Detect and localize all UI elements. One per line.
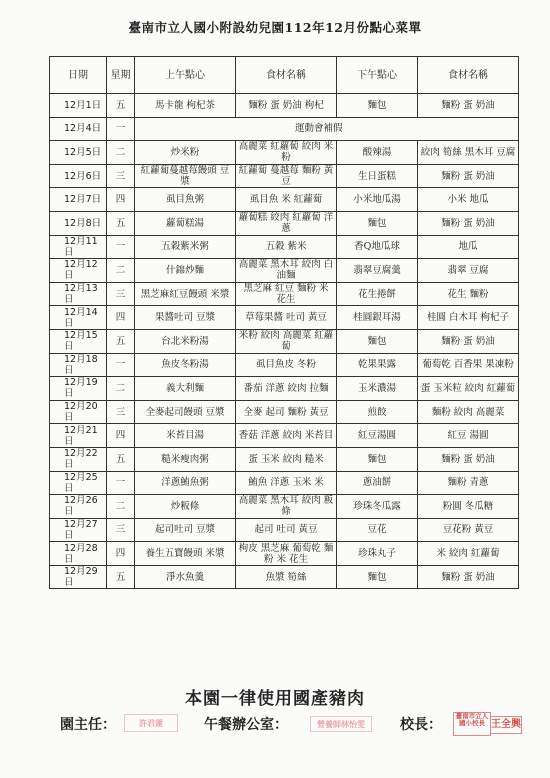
column-header-weekday: 星期 <box>107 57 135 94</box>
weekday-cell: 三 <box>107 400 135 424</box>
weekday-cell: 四 <box>107 306 135 330</box>
morning-ingredients-cell: 紅蘿蔔 蔓越莓 麵粉 黃豆 <box>236 164 337 188</box>
menu-row <box>50 117 519 141</box>
date-cell: 12月8日 <box>50 211 107 235</box>
date-cell: 12月21日 <box>50 424 107 448</box>
menu-row <box>50 542 519 566</box>
weekday-cell: 二 <box>107 377 135 401</box>
date-cell: 12月18日 <box>50 353 107 377</box>
column-header-date: 日期 <box>50 57 107 94</box>
weekday-cell: 三 <box>107 164 135 188</box>
date-cell: 12月5日 <box>50 141 107 165</box>
morning-snack-cell: 果醬吐司 豆漿 <box>135 306 236 330</box>
morning-ingredients-cell: 高麗菜 黑木耳 絞肉 白油麵 <box>236 259 337 283</box>
date-cell: 12月28日 <box>50 542 107 566</box>
afternoon-ingredients-cell: 紅豆 湯圓 <box>418 424 519 448</box>
date-cell: 12月29日 <box>50 565 107 589</box>
morning-snack-cell: 全麥起司饅頭 豆漿 <box>135 400 236 424</box>
menu-row <box>50 518 519 542</box>
weekday-cell: 三 <box>107 282 135 306</box>
afternoon-snack-cell: 香Q地瓜球 <box>337 235 418 259</box>
snack-menu-table <box>49 56 519 589</box>
weekday-cell: 五 <box>107 447 135 471</box>
morning-snack-cell: 五穀紫米粥 <box>135 235 236 259</box>
morning-ingredients-cell: 麵粉 蛋 奶油 枸杞 <box>236 94 337 118</box>
afternoon-ingredients-cell: 麵粉 蛋 奶油 <box>418 164 519 188</box>
date-cell: 12月1日 <box>50 94 107 118</box>
menu-row <box>50 306 519 330</box>
morning-snack-cell: 黑芝麻紅豆饅頭 米漿 <box>135 282 236 306</box>
afternoon-snack-cell: 生日蛋糕 <box>337 164 418 188</box>
date-cell: 12月27日 <box>50 518 107 542</box>
menu-row <box>50 471 519 495</box>
signature-row <box>60 714 520 738</box>
menu-row <box>50 188 519 212</box>
menu-row <box>50 141 519 165</box>
principal-signature-label: 校長： <box>400 717 442 733</box>
date-cell: 12月26日 <box>50 495 107 519</box>
afternoon-ingredients-cell: 麵粉 青蔥 <box>418 471 519 495</box>
morning-ingredients-cell: 五穀 紫米 <box>236 235 337 259</box>
morning-snack-cell: 起司吐司 豆漿 <box>135 518 236 542</box>
weekday-cell: 二 <box>107 141 135 165</box>
menu-row <box>50 235 519 259</box>
menu-row <box>50 211 519 235</box>
morning-snack-cell: 米苔目湯 <box>135 424 236 448</box>
afternoon-snack-cell: 煎餃 <box>337 400 418 424</box>
weekday-cell: 一 <box>107 117 135 141</box>
afternoon-snack-cell: 麵包 <box>337 211 418 235</box>
morning-snack-cell: 虱目魚粥 <box>135 188 236 212</box>
afternoon-ingredients-cell: 翡翠 豆腐 <box>418 259 519 283</box>
afternoon-snack-cell: 花生捲餅 <box>337 282 418 306</box>
morning-snack-cell: 蘿蔔糕湯 <box>135 211 236 235</box>
afternoon-ingredients-cell: 絞肉 筍絲 黑木耳 豆腐 <box>418 141 519 165</box>
morning-snack-cell: 什錦炒麵 <box>135 259 236 283</box>
date-cell: 12月13日 <box>50 282 107 306</box>
date-cell: 12月6日 <box>50 164 107 188</box>
date-cell: 12月12日 <box>50 259 107 283</box>
afternoon-snack-cell: 麵包 <box>337 94 418 118</box>
menu-row <box>50 282 519 306</box>
weekday-cell: 四 <box>107 542 135 566</box>
weekday-cell: 五 <box>107 94 135 118</box>
morning-ingredients-cell: 全麥 起司 麵粉 黃豆 <box>236 400 337 424</box>
morning-ingredients-cell: 起司 吐司 黃豆 <box>236 518 337 542</box>
date-cell: 12月19日 <box>50 377 107 401</box>
morning-snack-cell: 魚皮冬粉湯 <box>135 353 236 377</box>
menu-row <box>50 400 519 424</box>
menu-row <box>50 329 519 353</box>
afternoon-ingredients-cell: 豆花粉 黃豆 <box>418 518 519 542</box>
morning-ingredients-cell: 高麗菜 黑木耳 絞肉 粄條 <box>236 495 337 519</box>
weekday-cell: 五 <box>107 211 135 235</box>
afternoon-snack-cell: 桂圓銀耳湯 <box>337 306 418 330</box>
menu-row <box>50 377 519 401</box>
afternoon-ingredients-cell: 麵粉 蛋 奶油 <box>418 447 519 471</box>
morning-ingredients-cell: 米粉 絞肉 高麗菜 紅蘿蔔 <box>236 329 337 353</box>
morning-snack-cell: 馬卡龍 枸杞茶 <box>135 94 236 118</box>
afternoon-ingredients-cell: 麵粉 蛋 奶油 <box>418 94 519 118</box>
afternoon-snack-cell: 酸辣湯 <box>337 141 418 165</box>
morning-ingredients-cell: 鮪魚 洋蔥 玉米 米 <box>236 471 337 495</box>
menu-row <box>50 94 519 118</box>
afternoon-snack-cell: 麵包 <box>337 447 418 471</box>
afternoon-ingredients-cell: 麵粉 蛋 奶油 <box>418 329 519 353</box>
weekday-cell: 四 <box>107 424 135 448</box>
afternoon-snack-cell: 玉米濃湯 <box>337 377 418 401</box>
weekday-cell: 二 <box>107 259 135 283</box>
afternoon-snack-cell: 蔥油餅 <box>337 471 418 495</box>
principal-name-seal: 王全興 <box>490 716 522 734</box>
table-header-row <box>50 57 519 94</box>
afternoon-ingredients-cell: 花生 麵粉 <box>418 282 519 306</box>
morning-snack-cell: 紅蘿蔔蔓越莓饅頭 豆漿 <box>135 164 236 188</box>
afternoon-ingredients-cell: 葡萄乾 百香果 果凍粉 <box>418 353 519 377</box>
afternoon-ingredients-cell: 麵粉 蛋 奶油 <box>418 565 519 589</box>
morning-ingredients-cell: 魚漿 筍絲 <box>236 565 337 589</box>
menu-row <box>50 424 519 448</box>
morning-ingredients-cell: 番茄 洋蔥 絞肉 拉麵 <box>236 377 337 401</box>
morning-snack-cell: 炒米粉 <box>135 141 236 165</box>
kitchen-office-signature-label: 午餐辦公室： <box>204 717 288 733</box>
afternoon-snack-cell: 豆花 <box>337 518 418 542</box>
morning-snack-cell: 義大利麵 <box>135 377 236 401</box>
afternoon-ingredients-cell: 麵粉 蛋 奶油 <box>418 211 519 235</box>
date-cell: 12月7日 <box>50 188 107 212</box>
weekday-cell: 一 <box>107 353 135 377</box>
afternoon-snack-cell: 紅豆湯圓 <box>337 424 418 448</box>
afternoon-ingredients-cell: 小米 地瓜 <box>418 188 519 212</box>
afternoon-ingredients-cell: 地瓜 <box>418 235 519 259</box>
morning-snack-cell: 糙米瘦肉粥 <box>135 447 236 471</box>
afternoon-ingredients-cell: 米 絞肉 紅蘿蔔 <box>418 542 519 566</box>
date-cell: 12月15日 <box>50 329 107 353</box>
morning-ingredients-cell: 黑芝麻 紅豆 麵粉 米 花生 <box>236 282 337 306</box>
date-cell: 12月14日 <box>50 306 107 330</box>
note-cell: 運動會補假 <box>135 117 519 141</box>
morning-ingredients-cell: 虱目魚皮 冬粉 <box>236 353 337 377</box>
menu-row <box>50 495 519 519</box>
director-seal: 許君蓮 <box>124 714 178 732</box>
afternoon-snack-cell: 麵包 <box>337 565 418 589</box>
weekday-cell: 五 <box>107 565 135 589</box>
director-signature-label: 園主任： <box>60 717 116 733</box>
afternoon-ingredients-cell: 粉圓 冬瓜糖 <box>418 495 519 519</box>
date-cell: 12月25日 <box>50 471 107 495</box>
column-header-afternoon-ingredients: 食材名稱 <box>418 57 519 94</box>
morning-snack-cell: 淨水魚羹 <box>135 565 236 589</box>
afternoon-snack-cell: 麵包 <box>337 329 418 353</box>
morning-ingredients-cell: 草莓果醬 吐司 黃豆 <box>236 306 337 330</box>
morning-snack-cell: 養生五寶饅頭 米漿 <box>135 542 236 566</box>
weekday-cell: 四 <box>107 188 135 212</box>
morning-snack-cell: 洋蔥鮪魚粥 <box>135 471 236 495</box>
afternoon-snack-cell: 乾果果露 <box>337 353 418 377</box>
principal-organization-seal: 臺南市立人國小校長 <box>453 712 491 736</box>
afternoon-ingredients-cell: 蛋 玉米粒 絞肉 紅蘿蔔 <box>418 377 519 401</box>
menu-title: 臺南市立人國小附設幼兒園112年12月份點心菜單 <box>128 20 422 35</box>
menu-row <box>50 164 519 188</box>
morning-ingredients-cell: 高麗菜 紅蘿蔔 絞肉 米粉 <box>236 141 337 165</box>
morning-ingredients-cell: 蛋 玉米 絞肉 糙米 <box>236 447 337 471</box>
pork-origin-notice: 本園一律使用國產豬肉 <box>185 689 365 709</box>
column-header-afternoon-snack: 下午點心 <box>337 57 418 94</box>
afternoon-snack-cell: 小米地瓜湯 <box>337 188 418 212</box>
kitchen-office-seal: 營養師林怡雯 <box>310 716 372 732</box>
date-cell: 12月22日 <box>50 447 107 471</box>
morning-ingredients-cell: 蘿蔔糕 絞肉 紅蘿蔔 洋蔥 <box>236 211 337 235</box>
weekday-cell: 五 <box>107 329 135 353</box>
morning-ingredients-cell: 枸皮 黑芝麻 葡萄乾 麵粉 米 花生 <box>236 542 337 566</box>
afternoon-ingredients-cell: 桂圓 白木耳 枸杞子 <box>418 306 519 330</box>
menu-row <box>50 565 519 589</box>
weekday-cell: 二 <box>107 495 135 519</box>
weekday-cell: 三 <box>107 518 135 542</box>
morning-ingredients-cell: 虱目魚 米 紅蘿蔔 <box>236 188 337 212</box>
afternoon-snack-cell: 珍珠丸子 <box>337 542 418 566</box>
weekday-cell: 一 <box>107 235 135 259</box>
morning-snack-cell: 炒粄條 <box>135 495 236 519</box>
date-cell: 12月11日 <box>50 235 107 259</box>
column-header-morning-snack: 上午點心 <box>135 57 236 94</box>
morning-ingredients-cell: 香菇 洋蔥 絞肉 米苔目 <box>236 424 337 448</box>
date-cell: 12月20日 <box>50 400 107 424</box>
weekday-cell: 一 <box>107 471 135 495</box>
column-header-morning-ingredients: 食材名稱 <box>236 57 337 94</box>
menu-row <box>50 447 519 471</box>
menu-row <box>50 353 519 377</box>
afternoon-ingredients-cell: 麵粉 絞肉 高麗菜 <box>418 400 519 424</box>
morning-snack-cell: 台北米粉湯 <box>135 329 236 353</box>
afternoon-snack-cell: 翡翠豆腐羹 <box>337 259 418 283</box>
menu-row <box>50 259 519 283</box>
afternoon-snack-cell: 珍珠冬瓜露 <box>337 495 418 519</box>
date-cell: 12月4日 <box>50 117 107 141</box>
